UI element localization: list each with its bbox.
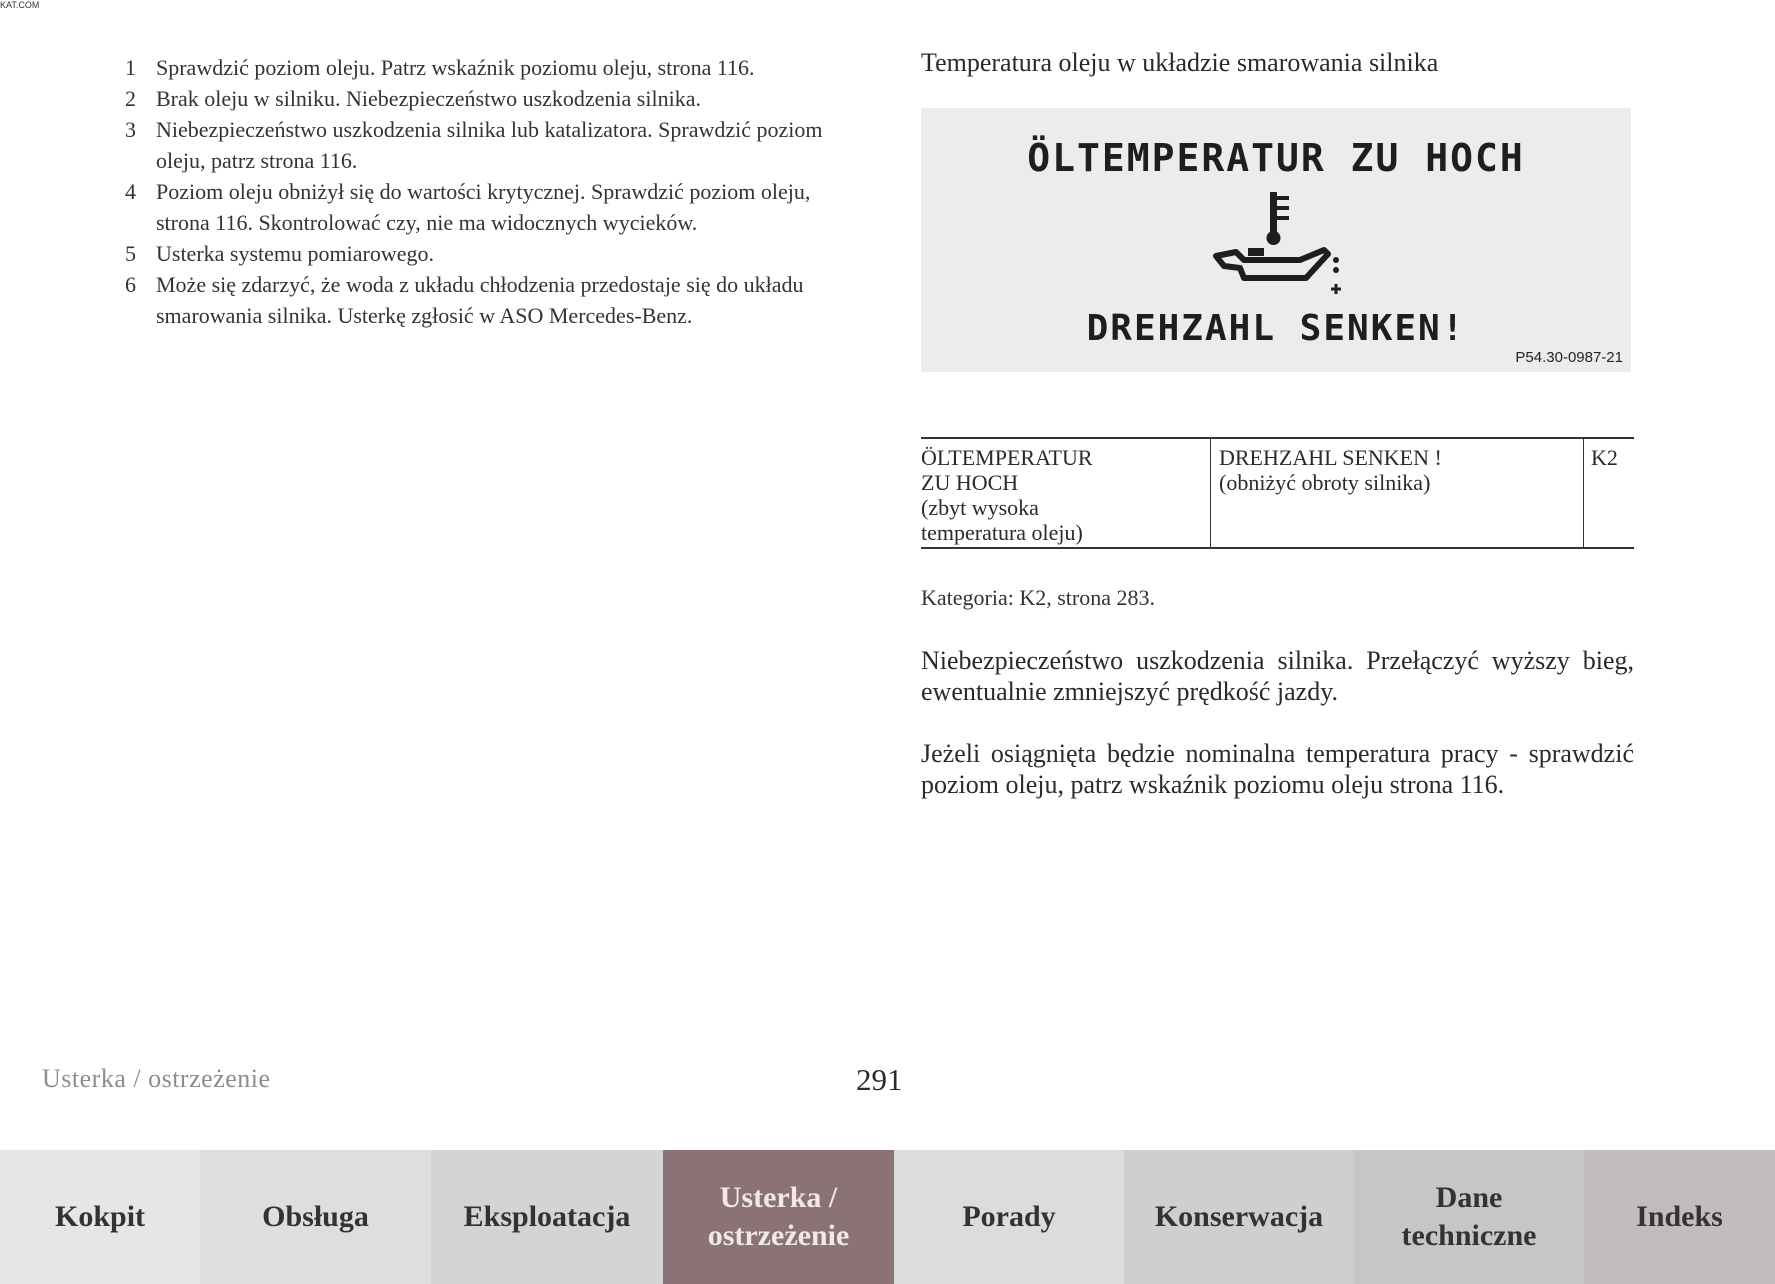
tab-usterka-ostrzezenie[interactable] — [663, 1150, 894, 1284]
tab-label — [962, 1198, 1055, 1236]
list-item — [125, 238, 845, 269]
list-item — [125, 83, 845, 114]
list-item — [125, 52, 845, 83]
tab-label-line: Indeks — [1636, 1200, 1723, 1233]
tab-indeks[interactable] — [1584, 1150, 1775, 1284]
tab-label-line: Konserwacja — [1154, 1200, 1324, 1233]
footer-section-label: Usterka / ostrzeżenie — [42, 1064, 271, 1093]
item-text: Sprawdzić poziom oleju. Patrz wskaźnik poziomu oleju, strona 116. — [156, 55, 755, 80]
item-number: 2 — [125, 86, 136, 111]
cell-line: DREHZAHL SENKEN ! — [1219, 445, 1442, 470]
message-table — [921, 437, 1634, 549]
tab-label — [708, 1179, 850, 1255]
item-text: Poziom oleju obniżył się do wartości krytycznej. Sprawdzić poziom oleju, strona 116. Skontrolować czy, nie ma widocznych wycieków. — [156, 179, 811, 235]
body-paragraph-2: Jeżeli osiągnięta będzie nominalna temperatura pracy - sprawdzić poziom oleju, patrz wskaźnik poziomu oleju strona 116. — [921, 739, 1634, 799]
item-text: Może się zdarzyć, że woda z układu chłodzenia przedostaje się do układu smarowania silnika. Usterkę zgłosić w ASO Mercedes-Benz. — [156, 272, 804, 328]
table-row — [921, 438, 1634, 548]
tab-label — [464, 1198, 631, 1236]
tab-dane-techniczne[interactable] — [1354, 1150, 1584, 1284]
chapter-tab-bar — [0, 1150, 1775, 1284]
tab-label-line: techniczne — [1401, 1219, 1537, 1252]
cell-line: ZU HOCH — [921, 470, 1019, 495]
tab-label-line: Porady — [962, 1200, 1056, 1233]
table-cell-message — [921, 438, 1211, 548]
list-item — [125, 269, 845, 331]
tab-label — [1402, 1179, 1537, 1255]
oil-temperature-icon — [1196, 188, 1356, 308]
page-number: 291 — [856, 1062, 903, 1097]
tab-eksploatacja[interactable] — [431, 1150, 663, 1284]
cell-line: (obniżyć obroty silnika) — [1219, 470, 1431, 495]
item-number: 3 — [125, 117, 136, 142]
list-item — [125, 114, 845, 176]
tab-label-line: Kokpit — [54, 1200, 146, 1233]
item-number: 5 — [125, 241, 136, 266]
body-paragraph-1: Niebezpieczeństwo uszkodzenia silnika. Przełączyć wyższy bieg, ewentualnie zmniejszyć prędkość jazdy. — [921, 646, 1634, 706]
table-cell-action — [1211, 438, 1584, 548]
item-text: Niebezpieczeństwo uszkodzenia silnika lub katalizatora. Sprawdzić poziom oleju, patrz strona 116. — [156, 117, 823, 173]
corner-watermark: KAT.COM — [0, 0, 40, 10]
tab-porady[interactable] — [894, 1150, 1124, 1284]
cell-line: ÖLTEMPERATUR — [921, 445, 1093, 470]
tab-label — [262, 1198, 369, 1236]
list-item — [125, 176, 845, 238]
table-cell-category: K2 — [1584, 438, 1635, 548]
item-number: 4 — [125, 179, 136, 204]
dashboard-display-illustration — [921, 108, 1631, 372]
numbered-notes-list — [125, 52, 845, 331]
tab-label-line: Dane — [1435, 1181, 1503, 1214]
cell-line: (zbyt wysoka — [921, 495, 1039, 520]
item-number: 6 — [125, 272, 136, 297]
cell-line: temperatura oleju) — [921, 520, 1083, 545]
item-text: Usterka systemu pomiarowego. — [156, 241, 434, 266]
tab-label-line: Usterka / — [719, 1181, 838, 1214]
tab-label — [55, 1198, 145, 1236]
figure-code: P54.30-0987-21 — [1515, 349, 1623, 366]
display-message-line2: DREHZAHL SENKEN! — [1086, 308, 1466, 349]
category-note: Kategoria: K2, strona 283. — [921, 585, 1155, 610]
display-message-line1: ÖLTEMPERATUR ZU HOCH — [1027, 136, 1525, 180]
tab-label — [1636, 1198, 1723, 1236]
tab-kokpit[interactable] — [0, 1150, 200, 1284]
tab-label-line: Eksploatacja — [463, 1200, 631, 1233]
item-text: Brak oleju w silniku. Niebezpieczeństwo uszkodzenia silnika. — [156, 86, 701, 111]
tab-konserwacja[interactable] — [1124, 1150, 1354, 1284]
item-number: 1 — [125, 55, 136, 80]
tab-label — [1155, 1198, 1323, 1236]
tab-label-line: ostrzeżenie — [707, 1219, 850, 1252]
tab-obsluga[interactable] — [200, 1150, 431, 1284]
tab-label-line: Obsługa — [262, 1200, 369, 1233]
section-title: Temperatura oleju w układzie smarowania silnika — [921, 48, 1439, 77]
